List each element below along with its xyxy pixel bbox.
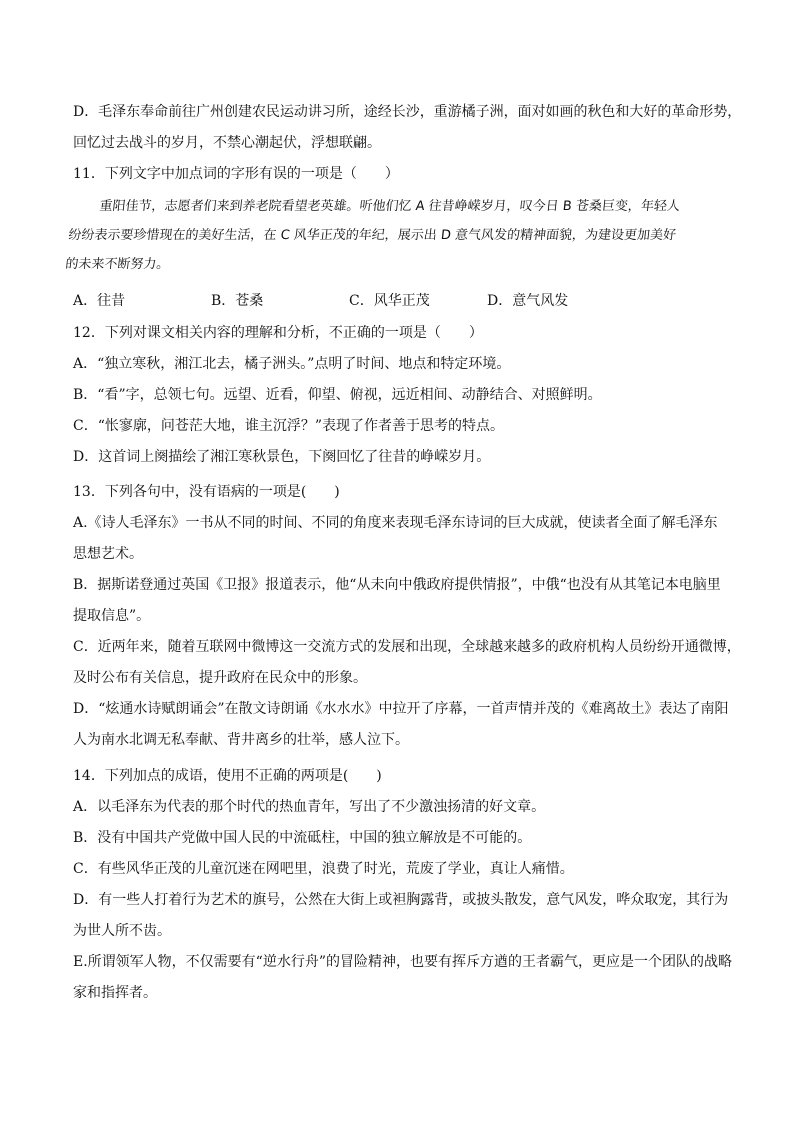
question-13-stem: 13．下列各句中，没有语病的一项是( ) <box>73 484 340 500</box>
q14-option-e-line2: 家和指挥者。 <box>73 985 157 1001</box>
q13-option-b-line1: B．据斯诺登通过英国《卫报》报道表示，他“从未向中俄政府提供情报”，中俄“也没有从其笔记本电脑里 <box>73 577 721 593</box>
q14-option-e-line1: E.所谓领军人物，不仅需要有“逆水行舟”的冒险精神，也要有挥斥方遒的王者霸气，更应是一个团队的战略 <box>73 954 732 970</box>
q14-option-b: B．没有中国共产党做中国人民的中流砥柱，中国的独立解放是不可能的。 <box>73 830 532 846</box>
q13-option-c-line1: C．近两年来，随着互联网中微博这一交流方式的发展和出现，全球越来越多的政府机构人员纷纷开通微博， <box>73 639 741 655</box>
passage-line: 重阳佳节，志愿者们来到养老院看望老英雄。听他们忆 A 往昔峥嵘岁月，叹今日 B 苍桑巨变，年轻人 <box>98 199 681 214</box>
q13-option-d-line2: 人为南水北调无私奉献、背井离乡的壮举，感人泣下。 <box>73 732 409 748</box>
q13-option-c-line2: 及时公布有关信息，提升政府在民众中的形象。 <box>73 670 367 686</box>
question-11-options <box>73 286 741 317</box>
q12-option-a: A．“独立寒秋，湘江北去，橘子洲头。”点明了时间、地点和特定环境。 <box>73 356 511 372</box>
question-12-stem: 12．下列对课文相关内容的理解和分析，不正确的一项是（ ） <box>73 325 483 341</box>
q12-option-d: D．这首词上阕描绘了湘江寒秋景色，下阕回忆了往昔的峥嵘岁月。 <box>73 449 491 465</box>
q12-option-c: C．“怅寥廓，问苍茫大地，谁主沉浮？”表现了作者善于思考的特点。 <box>73 418 505 434</box>
q13-option-a-line1: A.《诗人毛泽东》一书从不同的时间、不同的角度来表现毛泽东诗词的巨大成就，使读者全面了解毛泽东 <box>73 515 718 531</box>
q13-option-a-line2: 思想艺术。 <box>73 546 143 562</box>
q10-option-d-line1: D．毛泽东奉命前往广州创建农民运动讲习所，途经长沙，重游橘子洲，面对如画的秋色和大好的革命形势， <box>73 104 742 120</box>
question-10-option-d <box>73 97 741 159</box>
question-14-stem: 14．下列加点的成语，使用不正确的两项是( ) <box>73 768 382 784</box>
passage-line: 纷纷表示要珍惜现在的美好生活，在 C 风华正茂的年纪，展示出 D 意气风发的精神面貌，为建设更加美好 <box>67 228 677 243</box>
q14-option-a: A．以毛泽东为代表的那个时代的热血青年，写出了不少激浊扬清的好文章。 <box>73 799 546 815</box>
option-a: A．往昔 <box>73 293 126 309</box>
q14-option-d-line1: D．有一些人打着行为艺术的旗号，公然在大街上或袒胸露背，或披头散发，意气风发，哗众取宠，其行为 <box>73 892 729 908</box>
q12-option-b: B．“看”字，总领七句。远望、近看，仰望、俯视，远近相间、动静结合、对照鲜明。 <box>73 387 602 403</box>
q14-option-c: C．有些风华正茂的儿童沉迷在网吧里，浪费了时光，荒废了学业，真让人痛惜。 <box>73 861 574 877</box>
q10-option-d-line2: 回忆过去战斗的岁月，不禁心潮起伏，浮想联翩。 <box>73 135 381 151</box>
q14-option-d-line2: 为世人所不齿。 <box>73 923 171 939</box>
question-11-stem: 11．下列文字中加点词的字形有误的一项是（ ） <box>73 166 399 182</box>
question-11-passage <box>64 192 741 279</box>
question-14 <box>73 761 741 1009</box>
question-12 <box>73 318 741 473</box>
q13-option-d-line1: D．“炫通水诗赋朗诵会”在散文诗朗诵《水水水》中拉开了序幕，一首声情并茂的《难离故土》表达了南阳 <box>73 701 729 717</box>
passage-line: 的未来不断努力。 <box>64 257 171 272</box>
option-c: C．风华正茂 <box>349 293 430 309</box>
option-d: D．意气风发 <box>487 293 569 309</box>
q13-option-b-line2: 提取信息”。 <box>73 608 151 624</box>
option-b: B．苍桑 <box>211 293 264 309</box>
question-13 <box>73 477 741 756</box>
